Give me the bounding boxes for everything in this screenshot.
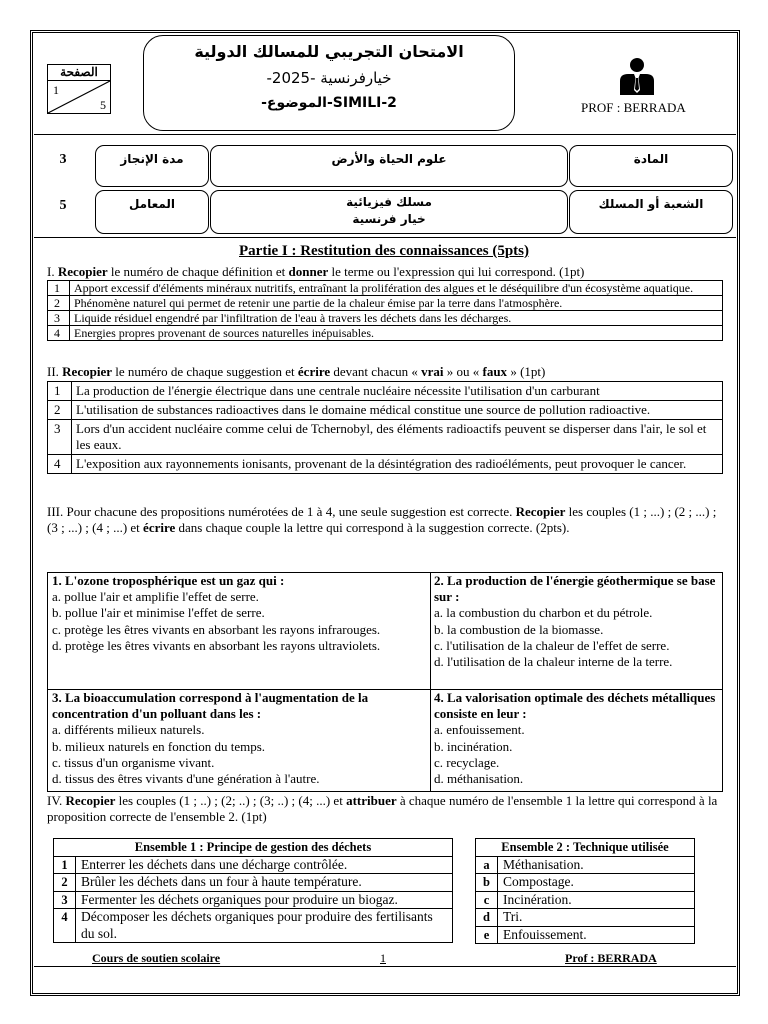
ensemble2-table <box>475 838 695 944</box>
q2-table <box>47 381 723 474</box>
teacher-icon <box>617 57 657 95</box>
q3-item-2: 2. La production de l'énergie géothermique se base sur : a. la combustion du charbon et du pétrole. b. la combustion de la biomasse. c. l'utilisation de la chaleur de l'effet de serre. d. l'utilisation de la chaleur interne de la terre. <box>434 573 716 670</box>
q2-instruction: II. Recopier le numéro de chaque suggestion et écrire devant chacun « vrai » ou « faux » (1pt) <box>47 364 546 379</box>
table-row: 4 Energies propres provenant de sources naturelles inépuisables. <box>48 326 723 341</box>
table-row: 2 Phénomène naturel qui permet de retenir une partie de la chaleur émise par la terre dans l'atmosphère. <box>48 296 723 311</box>
table-row: e Enfouissement. <box>476 926 695 944</box>
table-row: 2 Brûler les déchets dans un four à haute température. <box>54 874 453 892</box>
q3-item-4: 4. La valorisation optimale des déchets métalliques consiste en leur : a. enfouissement. b. incinération. c. recyclage. d. méthanisation. <box>434 690 716 787</box>
duree-value: 3 <box>59 152 67 167</box>
table-row: a Méthanisation. <box>476 856 695 874</box>
table-row: 3 Lors d'un accident nucléaire comme celui de Tchernobyl, des éléments radioactifs peuvent se disperser dans l'air, le sol et les eaux. <box>48 420 723 455</box>
q3-instruction: III. Pour chacune des propositions numérotées de 1 à 4, une seule suggestion est correcte. Recopier les couples (1 ; ...) ; (2 ; ...) ; (3 ; ...) ; (4 ; ...) et écrire dans chaque couple la lettre qui correspond à la suggestion correcte. (2pts). <box>47 504 717 535</box>
q4-instruction: IV. Recopier les couples (1 ; ..) ; (2; ..) ; (3; ..) ; (4; ...) et attribuer à chaque numéro de l'ensemble 1 la lettre qui correspond à la proposition correcte de l'ensemble 2. (1pt) <box>47 793 718 824</box>
q3-item-3: 3. La bioaccumulation correspond à l'augmentation de la concentration d'un polluant dans les : a. différents milieux naturels. b. milieux naturels en fonction du temps. c. tissus d'un organisme vivant. d. tissus des êtres vivants d'une génération à l'autre. <box>52 690 369 787</box>
info-divider <box>34 237 736 238</box>
ensemble2-title: Ensemble 2 : Technique utilisée <box>476 839 695 857</box>
page-label: الصفحة <box>48 65 110 81</box>
table-row: d Tri. <box>476 909 695 927</box>
table-row: 2 L'utilisation de substances radioactives dans le domaine médical constitue une source de pollution radioactive. <box>48 401 723 420</box>
footer-right: Prof : BERRADA <box>565 951 657 965</box>
part1-title: Partie I : Restitution des connaissances (5pts) <box>239 243 529 259</box>
table-row: b Compostage. <box>476 874 695 892</box>
filiere-value-line1: مسلك فيزيائية <box>346 195 432 209</box>
table-row: 3 Fermenter les déchets organiques pour produire un biogaz. <box>54 891 453 909</box>
q3-choices-grid <box>47 572 723 792</box>
footer-left: Cours de soutien scolaire <box>92 951 221 965</box>
footer-divider <box>34 966 736 967</box>
page-current: 1 <box>53 83 59 97</box>
coef-label: المعامل <box>95 190 209 234</box>
table-row: 4 Décomposer les déchets organiques pour produire des fertilisants du sol. <box>54 909 453 943</box>
header-divider <box>34 134 736 135</box>
footer-page: 1 <box>380 951 386 965</box>
filiere-label: الشعبة أو المسلك <box>569 190 733 234</box>
q1-table <box>47 280 723 341</box>
table-row: 1 Apport excessif d'éléments minéraux nutritifs, entraînant la prolifération des algues et le déséquilibre d'un écosystème aquatique. <box>48 281 723 296</box>
table-row: c Incinération. <box>476 891 695 909</box>
exam-title-box <box>143 35 515 131</box>
q3-item-1: 1. L'ozone troposphérique est un gaz qui : a. pollue l'air et amplifie l'effet de serre. b. pollue l'air et minimise l'effet de serre. c. protège les êtres vivants en absorbant les rayons infrarouges. d. protège les êtres vivants en absorbant les rayons ultraviolets. <box>52 573 381 653</box>
exam-subject-number: SIMILI-2-الموضوع- <box>261 95 397 111</box>
filiere-value <box>210 190 568 234</box>
table-row: 4 L'exposition aux rayonnements ionisants, provenant de la désintégration des radioéléments, peut provoquer le cancer. <box>48 455 723 474</box>
q1-instruction: I. Recopier le numéro de chaque définition et donner le terme ou l'expression qui lui correspond. (1pt) <box>47 264 585 279</box>
table-row: 1 Enterrer les déchets dans une décharge contrôlée. <box>54 856 453 874</box>
page-number-box <box>47 64 111 114</box>
page-total: 5 <box>100 98 106 112</box>
exam-title: الامتحان التجريبي للمسالك الدولية <box>194 42 464 61</box>
ensemble1-table <box>53 838 453 943</box>
coef-value: 5 <box>59 198 67 213</box>
table-row: 3 Liquide résiduel engendré par l'infiltration de l'eau à travers les déchets dans les décharges. <box>48 311 723 326</box>
matiere-label: المادة <box>569 145 733 187</box>
duree-label: مدة الإنجاز <box>95 145 209 187</box>
filiere-value-line2: خيار فرنسية <box>352 212 426 226</box>
exam-option: خيارفرنسية -2025- <box>266 69 392 87</box>
matiere-value: علوم الحياة والأرض <box>210 145 568 187</box>
ensemble1-title: Ensemble 1 : Principe de gestion des déchets <box>54 839 453 857</box>
table-row: 1 La production de l'énergie électrique dans une centrale nucléaire nécessite l'utilisation d'un carburant <box>48 382 723 401</box>
prof-name: PROF : BERRADA <box>581 100 686 115</box>
